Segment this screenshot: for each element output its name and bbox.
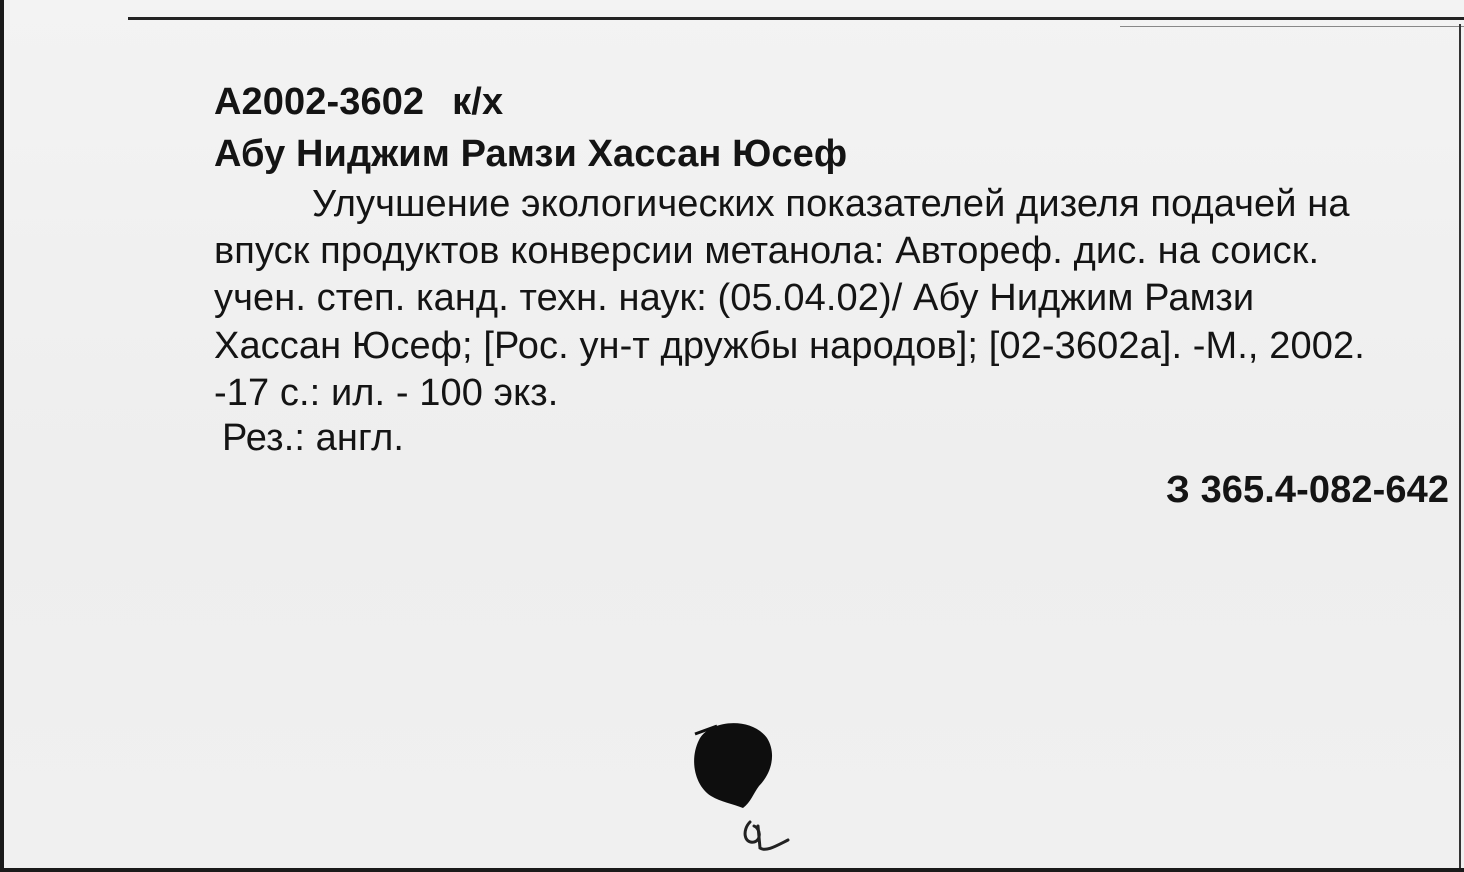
ink-stamp-icon — [681, 712, 781, 812]
classification-code: З 365.4-082-642 — [1166, 469, 1450, 511]
top-rule — [128, 17, 1464, 20]
resume-note: Рез.: англ. — [222, 417, 405, 459]
left-border — [0, 0, 4, 872]
handwritten-mark-icon — [736, 816, 796, 856]
description-line-2: впуск продуктов конверсии метанола: Автореф. дис. на соиск. — [214, 230, 1320, 272]
description-line-1: Улучшение экологических показателей дизеля подачей на — [312, 183, 1350, 225]
call-number: А2002-3602 — [214, 81, 425, 123]
bottom-border — [0, 868, 1464, 872]
description-line-4: Хассан Юсеф; [Рос. ун-т дружбы народов]; [02-3602а]. -М., 2002. — [214, 325, 1365, 367]
top-rule-secondary — [1120, 26, 1464, 27]
call-note: к/х — [452, 81, 504, 123]
author-heading: Абу Ниджим Рамзи Хассан Юсеф — [214, 133, 848, 175]
call-number-line — [214, 80, 503, 124]
right-border — [1459, 24, 1461, 872]
description-line-5: -17 с.: ил. - 100 экз. — [214, 372, 559, 414]
description-line-3: учен. степ. канд. техн. наук: (05.04.02)/ Абу Ниджим Рамзи — [214, 277, 1255, 319]
